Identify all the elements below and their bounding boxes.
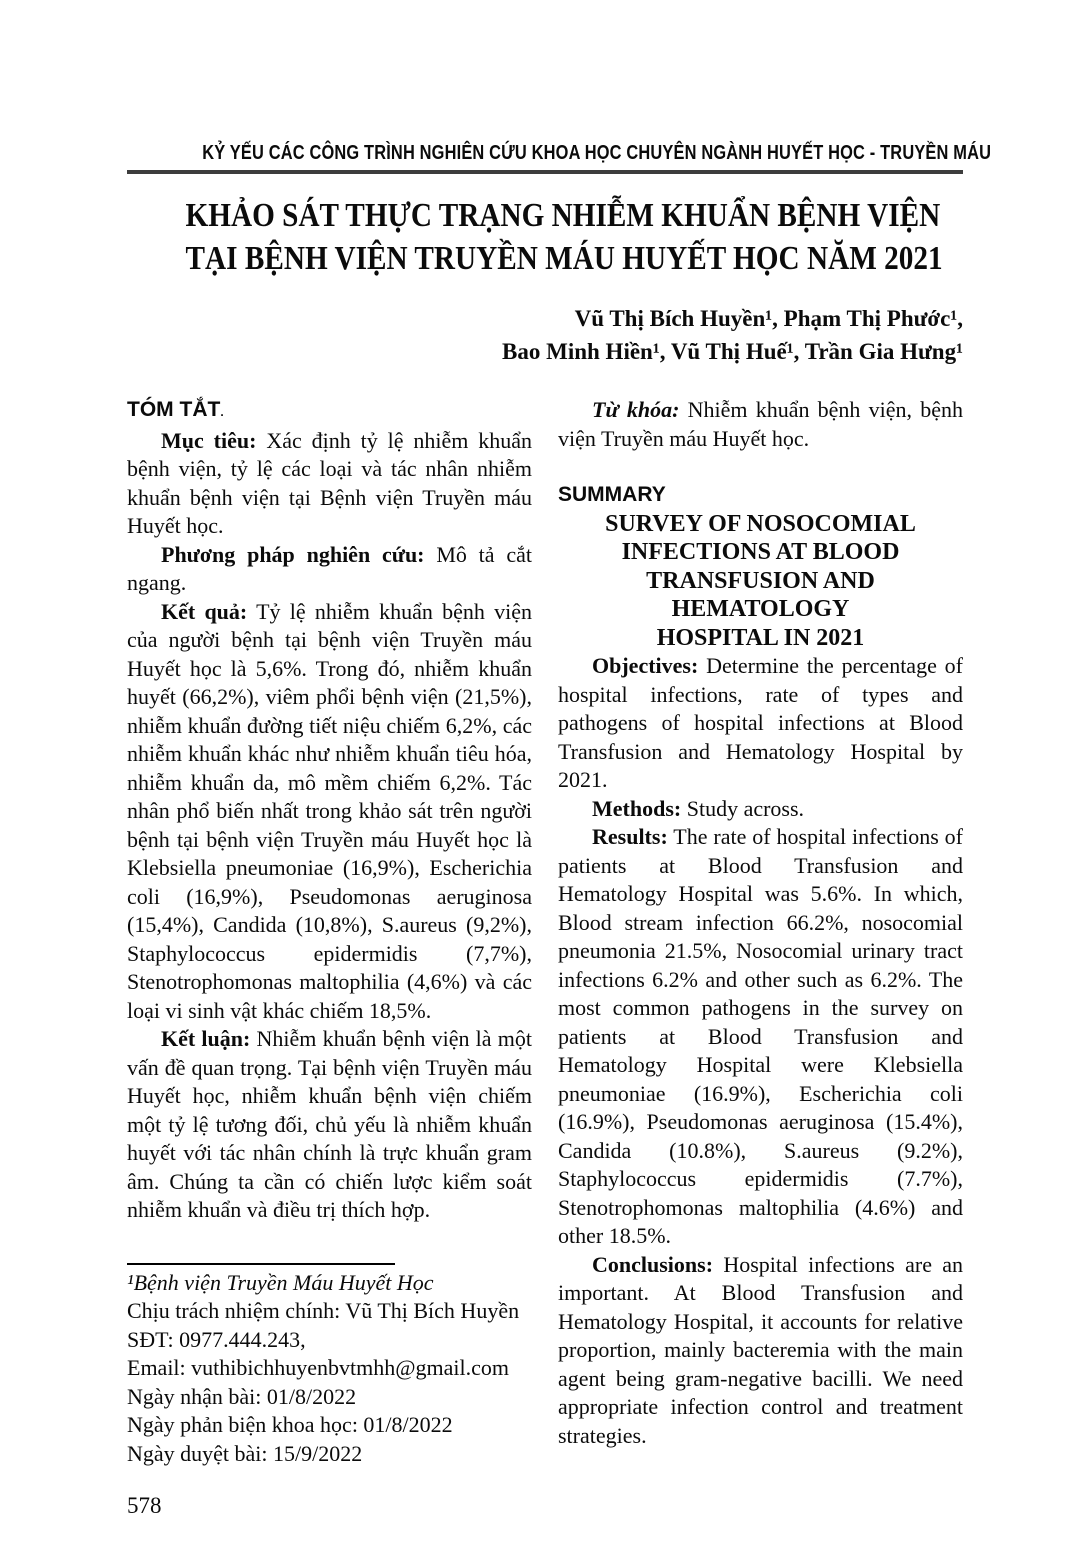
- footnote-line-phone: SĐT: 0977.444.243,: [127, 1326, 306, 1352]
- paragraph-lead: Phương pháp nghiên cứu:: [161, 541, 425, 567]
- abstract-heading-text: TÓM TẮT: [127, 398, 221, 421]
- english-title-line-3: TRANSFUSION AND HEMATOLOGY: [646, 567, 875, 622]
- paragraph-lead: Results:: [592, 824, 668, 849]
- paragraph-lead: Methods:: [592, 795, 682, 821]
- paragraph-text: Nhiễm khuẩn bệnh viện là một vấn đề quan trọng. Tại bệnh viện Truyền máu Huyết học, nhiễm khuẩn bệnh viện chiếm một tỷ lệ tương đối, chủ yếu là nhiễm khuẩn huyết với tác nhân chính là trực khuẩn gram âm. Chúng ta cần có chiến lược kiểm soát nhiễm khuẩn và điều trị thích hợp.: [127, 1026, 532, 1222]
- english-title: [558, 510, 963, 653]
- footnote-line-responsible: Chịu trách nhiệm chính: Vũ Thị Bích Huyền: [127, 1298, 520, 1323]
- english-title-line-4: HOSPITAL IN 2021: [656, 624, 865, 651]
- paragraph-results: [558, 823, 963, 1251]
- article-title-line-1: KHẢO SÁT THỰC TRẠNG NHIỄM KHUẨN BỆNH VIỆN: [185, 197, 941, 234]
- two-column-body: [127, 396, 963, 1521]
- footnote-line-email: Email: vuthibichhuyenbvtmhh@gmail.com: [127, 1355, 509, 1380]
- header-rule: [127, 170, 963, 174]
- paragraph-objectives: [558, 652, 963, 795]
- running-header: [127, 142, 992, 174]
- article-title-line-2: TẠI BỆNH VIỆN TRUYỀN MÁU HUYẾT HỌC NĂM 2021: [185, 240, 943, 277]
- paragraph-text: Determine the percentage of hospital infections, rate of types and pathogens of hospital infections at Blood Transfusion and Hematology Hospital by 2021.: [558, 653, 964, 792]
- paragraph-text: Mô tả cắt ngang.: [127, 541, 532, 595]
- affiliation-line: ¹Bệnh viện Truyền Máu Huyết Học: [127, 1269, 434, 1295]
- authors-line-1: Vũ Thị Bích Huyền¹, Phạm Thị Phước¹,: [574, 306, 963, 331]
- footnote-block: [127, 1269, 532, 1469]
- paragraph-keywords: [558, 396, 963, 453]
- paragraph-text: The rate of hospital infections of patients at Blood Transfusion and Hematology Hospital was 5.6%. In which, Blood stream infection 66.2%, nosocomial pneumonia 21.5%, Nosocomial urinary tract infections 6.2% and other such as 6.2%. The most common pathogens in the survey on patients at Blood Transfusion and Hematology Hospital were Klebsiella pneumoniae (16.9%), Escherichia coli (16.9%), Pseudomonas aeruginosa (15.4%), Candida (10.8%), S.aureus (9.2%), Staphylococcus epidermidis (7.7%), Stenotrophomonas maltophilia (4.6%) and other 18.5%.: [558, 824, 963, 1248]
- paragraph-ket-qua: [127, 598, 532, 1026]
- paragraph-lead: Objectives:: [592, 653, 699, 678]
- footnote-line-received: Ngày nhận bài: 01/8/2022: [127, 1383, 357, 1409]
- keywords-text: Nhiễm khuẩn bệnh viện, bệnh viện Truyền máu Huyết học.: [558, 397, 963, 451]
- paragraph-text: Tỷ lệ nhiễm khuẩn bệnh viện của người bệnh tại bệnh viện Truyền máu Huyết học là 5,6%. Trong đó, nhiễm khuẩn huyết (66,2%), viêm phổi bệnh viện (21,5%), nhiễm khuẩn đường tiết niệu chiếm 6,2%, các nhiễm khuẩn khác như nhiễm khuẩn tiêu hóa, nhiễm khuẩn da, mô mềm chiếm 6,2%. Tác nhân phổ biến nhất trong khảo sát trên người bệnh tại bệnh viện Truyền máu Huyết học là Klebsiella pneumoniae (16,9%), Escherichia coli (16,9%), Pseudomonas aeruginosa (15,4%), Candida (10,8%), S.aureus (9,2%), Staphylococcus epidermidis (7,7%), Stenotrophomonas maltophilia (4,6%) và các loại vi sinh vật khác chiếm 18,5%.: [127, 598, 532, 1023]
- article-title: [127, 194, 963, 280]
- footnote-divider: [127, 1263, 395, 1265]
- abstract-heading-dot: .: [220, 405, 224, 419]
- authors-line-2: Bao Minh Hiền¹, Vũ Thị Huế¹, Trần Gia Hưng¹: [502, 339, 963, 364]
- page-number: 578: [127, 1493, 162, 1518]
- paragraph-muc-tieu: [127, 427, 532, 541]
- paragraph-conclusions: [558, 1251, 963, 1451]
- left-column: [127, 396, 532, 1521]
- paragraph-lead: Mục tiêu:: [161, 427, 257, 453]
- abstract-heading: [127, 396, 532, 427]
- paragraph-methods: [558, 795, 963, 824]
- english-title-line-1: SURVEY OF NOSOCOMIAL: [605, 510, 916, 537]
- paragraph-lead: Kết luận:: [161, 1026, 251, 1051]
- paragraph-ket-luan: [127, 1025, 532, 1225]
- right-column: [558, 396, 963, 1521]
- summary-heading: SUMMARY: [558, 483, 666, 506]
- english-title-line-2: INFECTIONS AT BLOOD: [621, 539, 900, 565]
- footnote-line-accepted: Ngày duyệt bài: 15/9/2022: [127, 1440, 363, 1466]
- paragraph-lead: Conclusions:: [592, 1251, 714, 1277]
- footnote-line-reviewed: Ngày phản biện khoa học: 01/8/2022: [127, 1412, 453, 1437]
- paragraph-lead: Kết quả:: [161, 598, 248, 624]
- authors-block: [127, 302, 963, 368]
- keywords-lead: Từ khóa:: [592, 397, 680, 422]
- paragraph-text: Hospital infections are an important. At Blood Transfusion and Hematology Hospital, it accounts for relative proportion, mainly bacteremia with the main agent being gram-negative bacilli. We need appropriate infection control and treatment strategies.: [558, 1251, 963, 1448]
- paragraph-text: Xác định tỷ lệ nhiễm khuẩn bệnh viện, tỷ lệ các loại và tác nhân nhiễm khuẩn bệnh viện tại Bệnh viện Truyền máu Huyết học.: [127, 427, 533, 538]
- paragraph-text: Study across.: [686, 795, 805, 821]
- paragraph-phuong-phap: [127, 541, 532, 598]
- journal-header-text: KỶ YẾU CÁC CÔNG TRÌNH NGHIÊN CỨU KHOA HỌC CHUYÊN NGÀNH HUYẾT HỌC - TRUYỀN MÁU: [202, 142, 992, 164]
